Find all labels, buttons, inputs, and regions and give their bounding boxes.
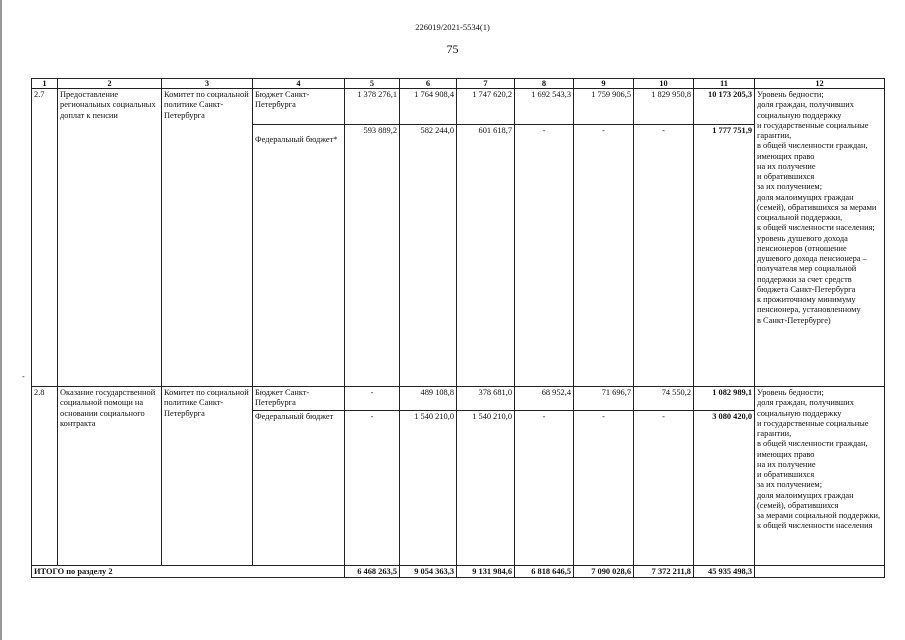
value-cell: 71 696,7 xyxy=(574,387,634,411)
col-num-1: 1 xyxy=(32,79,58,89)
value-cell: - xyxy=(515,411,574,566)
row-number: 2.7 xyxy=(32,89,58,387)
value-cell: 593 889,2 xyxy=(345,125,400,387)
funding-source: Федеральный бюджет xyxy=(253,411,345,566)
table-row xyxy=(32,387,885,411)
value-cell: 582 244,0 xyxy=(400,125,457,387)
total-value-cell: 6 818 646,5 xyxy=(515,566,574,578)
total-cell: 1 777 751,9 xyxy=(694,125,755,387)
value-cell: 68 952,4 xyxy=(515,387,574,411)
total-cell: 10 173 205,3 xyxy=(694,89,755,125)
funding-source: Федеральный бюджет* xyxy=(253,125,345,387)
col-num-9: 9 xyxy=(574,79,634,89)
grand-total-cell: 45 935 498,3 xyxy=(694,566,755,578)
col-num-5: 5 xyxy=(345,79,400,89)
value-cell: 1 829 950,8 xyxy=(634,89,694,125)
total-value-cell: 6 468 263,5 xyxy=(345,566,400,578)
value-cell: - xyxy=(574,411,634,566)
value-cell: 1 540 210,0 xyxy=(400,411,457,566)
empty-cell xyxy=(755,566,885,578)
value-cell: 1 378 276,1 xyxy=(345,89,400,125)
measure-name: Оказание государственной социальной помощи на основании социального контракта xyxy=(58,387,162,566)
page-number: 75 xyxy=(446,42,459,56)
value-cell: 601 618,7 xyxy=(457,125,515,387)
executor: Комитет по социальной политике Санкт-Петербурга xyxy=(162,89,253,387)
value-cell: 1 747 620,2 xyxy=(457,89,515,125)
value-cell: 1 540 210,0 xyxy=(457,411,515,566)
row-number: 2.8 xyxy=(32,387,58,566)
value-cell: - xyxy=(634,411,694,566)
section-total-label: ИТОГО по разделу 2 xyxy=(32,566,345,578)
column-number-row xyxy=(32,79,885,89)
margin-mark: - xyxy=(22,372,25,381)
value-cell: - xyxy=(345,411,400,566)
col-num-6: 6 xyxy=(400,79,457,89)
funding-source: Бюджет Санкт-Петербурга xyxy=(253,89,345,125)
col-num-12: 12 xyxy=(755,79,885,89)
program-table xyxy=(31,78,885,578)
section-total-row xyxy=(32,566,885,578)
indicators: Уровень бедности; доля граждан, получивших социальную поддержку и государственные социальные гарантии, в общей численности граждан, имеющих право на их получение и обратившихся за их получением; доля малоимущих граждан (семей), обратившихся за мерами социальной поддержки, к общей численности населения xyxy=(755,387,885,566)
value-cell: 1 692 543,3 xyxy=(515,89,574,125)
col-num-7: 7 xyxy=(457,79,515,89)
table-row xyxy=(32,89,885,125)
value-cell: - xyxy=(574,125,634,387)
value-cell: - xyxy=(345,387,400,411)
col-num-2: 2 xyxy=(58,79,162,89)
total-cell: 3 080 420,0 xyxy=(694,411,755,566)
value-cell: 489 108,8 xyxy=(400,387,457,411)
col-num-4: 4 xyxy=(253,79,345,89)
value-cell: - xyxy=(634,125,694,387)
value-cell: - xyxy=(515,125,574,387)
value-cell: 74 550,2 xyxy=(634,387,694,411)
total-cell: 1 082 989,1 xyxy=(694,387,755,411)
executor: Комитет по социальной политике Санкт-Петербурга xyxy=(162,387,253,566)
col-num-8: 8 xyxy=(515,79,574,89)
value-cell: 1 764 908,4 xyxy=(400,89,457,125)
funding-source: Бюджет Санкт-Петербурга xyxy=(253,387,345,411)
scan-edge xyxy=(0,0,2,640)
total-value-cell: 7 090 028,6 xyxy=(574,566,634,578)
total-value-cell: 9 131 984,6 xyxy=(457,566,515,578)
col-num-3: 3 xyxy=(162,79,253,89)
col-num-11: 11 xyxy=(694,79,755,89)
value-cell: 378 681,0 xyxy=(457,387,515,411)
measure-name: Предоставление региональных социальных доплат к пенсии xyxy=(58,89,162,387)
value-cell: 1 759 906,5 xyxy=(574,89,634,125)
total-value-cell: 7 372 211,8 xyxy=(634,566,694,578)
document-id: 226019/2021-5534(1) xyxy=(415,22,490,32)
total-value-cell: 9 054 363,3 xyxy=(400,566,457,578)
indicators: Уровень бедности; доля граждан, получивших социальную поддержку и государственные социальные гарантии, в общей численности граждан, имеющих право на их получение и обратившихся за их получением; доля малоимущих граждан (семей), обратившихся за мерами социальной поддержки, к общей численности населения; уровень душевого дохода пенсионеров (отношение душевого дохода пенсионера – получателя мер социальной поддержки за счет средств бюджета Санкт-Петербурга к прожиточному минимуму пенсионера, установленному в Санкт-Петербурге) xyxy=(755,89,885,387)
col-num-10: 10 xyxy=(634,79,694,89)
